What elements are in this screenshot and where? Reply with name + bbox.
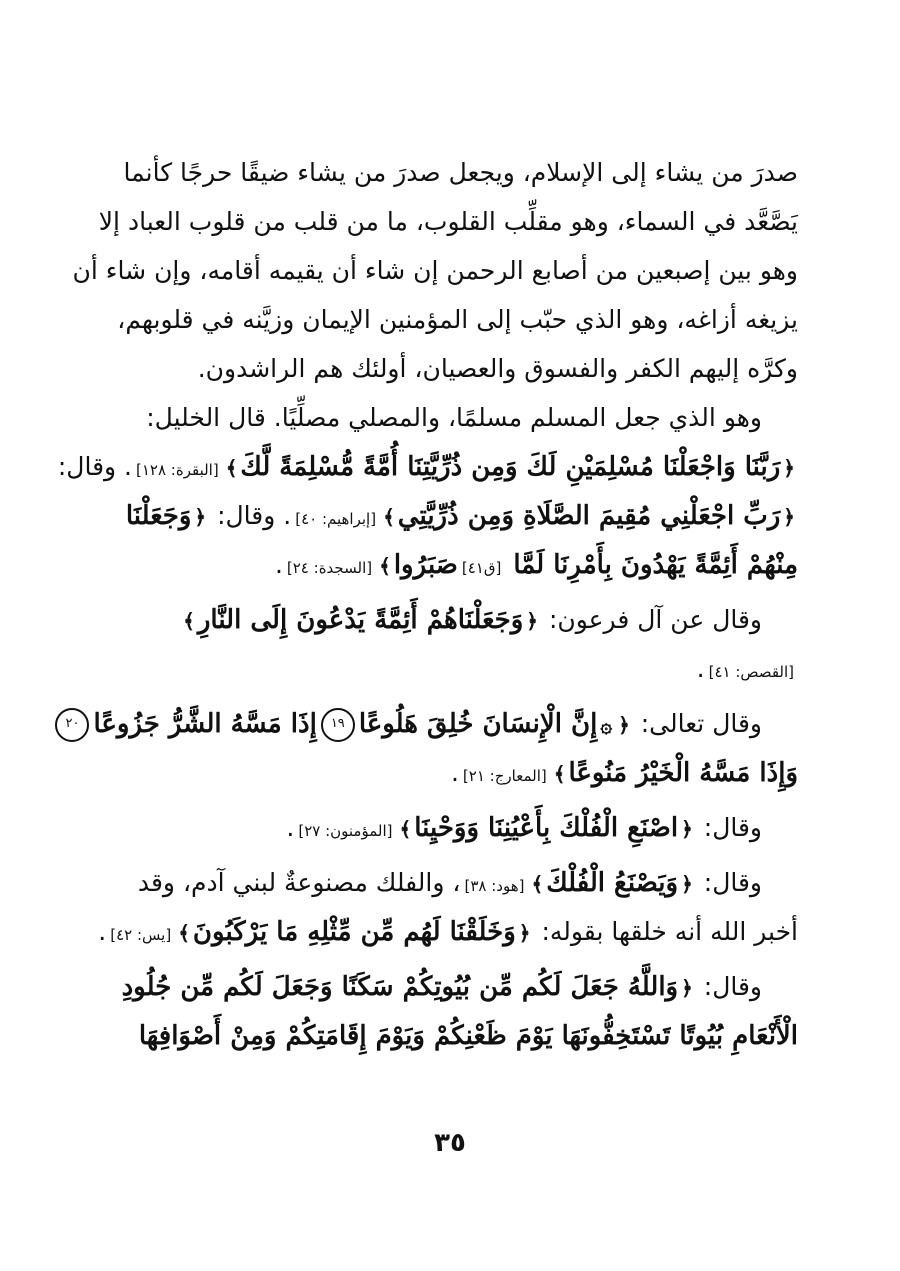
text-line-5: وكرَّه إليهم الكفر والفسوق والعصيان، أولئك هم الراشدون. [197,354,798,383]
quran-close-bracket: ﴾ [553,762,566,786]
line-trailing-text: . [286,813,295,842]
quran-open-bracket: ﴿ [526,609,538,633]
line-leading-text: وقال: [703,868,762,897]
ayah-number-badge: ١٩ [321,708,355,742]
quran-verse-2: صَبَرُوا [393,550,458,580]
quran-open-bracket: ﴿ [618,713,630,737]
ayah-number-badge-2: ٢٠ [55,708,89,742]
text-line-1: صدرَ من يشاء إلى الإسلام، ويجعل صدرَ من يشاء ضيقًا حرجًا كأنما [123,158,798,187]
quran-verse: رَبَّنَا وَاجْعَلْنَا مُسْلِمَيْنِ لَكَ وَمِن ذُرِّيَّتِنَا أُمَّةً مُّسْلِمَةً لَّكَ [240,452,781,482]
quran-open-bracket: ﴿ [783,456,795,480]
quote-line-ibrahim [102,491,798,540]
text-line-3: وهو بين إصبعين من أصابع الرحمن إن شاء أن يقيمه أقامه، وإن شاء أن [72,256,798,285]
quran-verse: وَيَصْنَعُ الْفُلْكَ [546,868,679,898]
line-trailing-text: . [450,758,459,787]
quote-line-yasin [98,907,798,956]
paragraph-2-line-1: وهو الذي جعل المسلم مسلمًا، والمصلي مصلِّيًا. قال الخليل: [146,403,762,432]
quran-close-bracket: ﴾ [531,872,544,896]
quran-close-bracket: ﴾ [225,456,238,480]
verse-reference: [هود: ٣٨] [464,877,525,895]
quran-verse: اصْنَعِ الْفُلْكَ بِأَعْيُنِنَا وَوَحْيِنَا [414,813,679,843]
quran-close-bracket: ﴾ [379,554,391,578]
verse-reference: [البقرة: ١٢٨] [136,461,219,479]
quran-verse: رَبِّ اجْعَلْنِي مُقِيمَ الصَّلَاةِ وَمِن ذُرِّيَّتِي [397,501,781,531]
line-leading-text: وقال تعالى: [640,709,762,738]
verse-reference: [المؤمنون: ٢٧] [298,822,393,840]
text-line-4: يزيغه أزاغه، وهو الذي حبّب إلى المؤمنين الإيمان وزيَّنه في قلوبهم، [117,305,798,334]
verse-reference: [السجدة: ٢٤] [286,559,373,577]
verse-reference: [القصص: ٤١] [708,663,794,681]
quran-verse-2: وَجَعَلْنَا [125,501,192,531]
verse-reference: [يس: ٤٢] [110,926,172,944]
quran-verse: وَجَعَلْنَاهُمْ أَئِمَّةً يَدْعُونَ إِلَى النَّارِ [197,605,524,635]
quran-verse: وَاللَّهُ جَعَلَ لَكُم مِّن بُيُوتِكُمْ سَكَنًا وَجَعَلَ لَكُم مِّن جُلُودِ [121,972,679,1002]
text-line-2: يَصَّعَّد في السماء، وهو مقلِّب القلوب، ما من قلب من قلوب العباد إلا [98,207,798,236]
page-body [57,148,798,1060]
reference-line-qasas [102,644,798,693]
quran-close-bracket: ﴾ [183,609,195,633]
hizb-mark: ۞ [600,713,613,737]
line-leading-text: وقال عن آل فرعون: [548,605,762,634]
quran-verse: مِنْهُمْ أَئِمَّةً يَهْدُونَ بِأَمْرِنَا لَمَّا [513,550,798,580]
quote-line-maarij-1 [65,699,798,748]
quran-open-bracket: ﴿ [681,817,693,841]
quote-line-nahl-1 [102,962,798,1011]
verse-reference: [المعارج: ٢١] [462,767,547,785]
line-trailing-text: . [274,550,283,579]
quran-close-bracket: ﴾ [383,505,395,529]
quote-line-nahl-2 [102,1011,798,1060]
line-trailing-text: . وقال: [217,501,292,530]
quote-line-maarij-2 [102,748,798,797]
quote-line-sajdah [102,540,798,589]
quran-open-bracket-2: ﴿ [194,505,207,529]
quran-verse: الْأَنْعَامِ بُيُوتًا تَسْتَخِفُّونَهَا يَوْمَ ظَعْنِكُمْ وَيَوْمَ إِقَامَتِكُمْ وَمِنْ أَصْوَافِهَا [138,1021,798,1051]
quote-line-muminun [102,803,798,852]
line-leading-text: وقال: [703,972,762,1001]
quote-line-qasas [102,595,798,644]
quran-open-bracket: ﴿ [518,921,531,945]
line-trailing-text: ، والفلك مصنوعةٌ لبني آدم، وقد [137,868,461,897]
line-leading-text: أخبر الله أنه خلقها بقوله: [541,917,798,946]
quran-verse: إِنَّ الْإِنسَانَ خُلِقَ هَلُوعًا [358,709,598,739]
quran-open-bracket: ﴿ [783,505,795,529]
line-leading-text: وقال: [703,813,762,842]
line-trailing-text: . [696,654,705,683]
manuscript-marker: [ق٤١] [461,559,502,577]
quran-open-bracket: ﴿ [681,976,693,1000]
quote-line-baqarah [57,442,798,491]
line-trailing-text: . [98,917,107,946]
verse-reference: [إبراهيم: ٤٠] [295,510,377,528]
page-number: ٣٥ [434,1128,466,1158]
quran-verse-2: إِذَا مَسَّهُ الشَّرُّ جَزُوعًا [93,709,317,739]
line-trailing-text: . وقال: [57,452,132,481]
quran-verse: وَخَلَقْنَا لَهُم مِّن مِّثْلِهِ مَا يَرْكَبُونَ [192,917,516,947]
quran-verse: وَإِذَا مَسَّهُ الْخَيْرُ مَنُوعًا [568,758,798,788]
quran-close-bracket: ﴾ [178,921,190,945]
quran-open-bracket: ﴿ [681,872,693,896]
quran-close-bracket: ﴾ [399,817,412,841]
quote-line-hud [102,858,798,907]
